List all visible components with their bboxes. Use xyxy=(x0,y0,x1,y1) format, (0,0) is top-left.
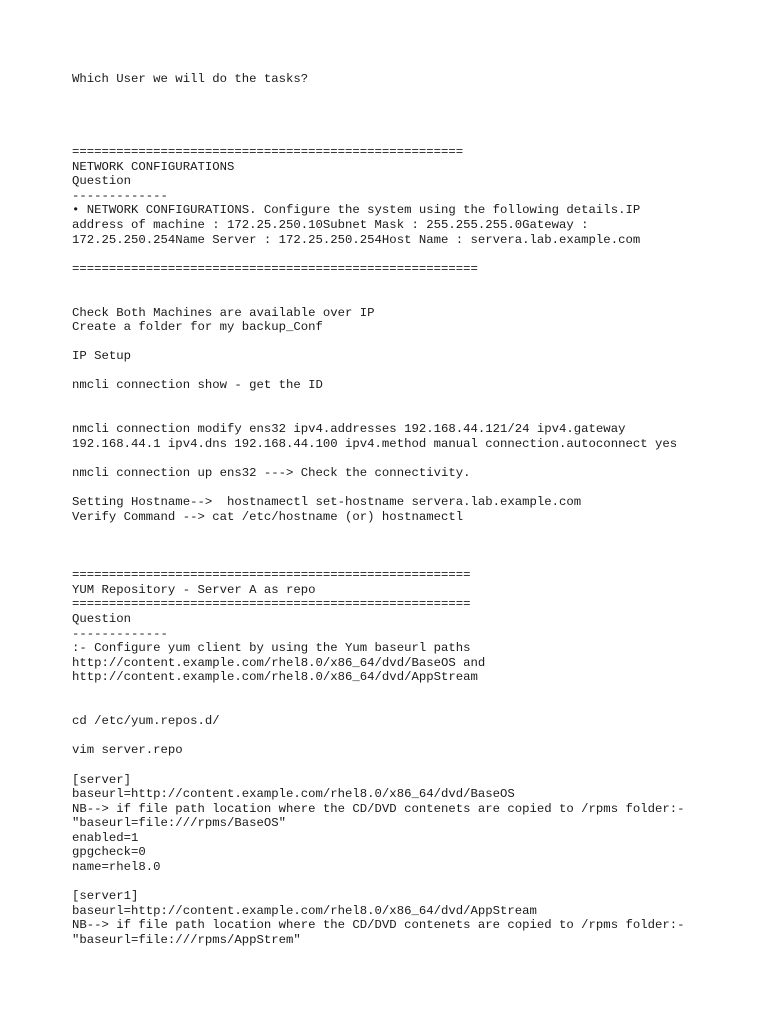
text-line: "baseurl=file:///rpms/BaseOS" xyxy=(72,816,287,831)
document-body xyxy=(72,72,752,948)
text-line xyxy=(72,685,752,700)
text-line xyxy=(72,554,752,569)
text-line xyxy=(72,700,752,715)
text-line: Setting Hostname--> hostnamectl set-hostname servera.lab.example.com xyxy=(72,495,582,510)
text-line xyxy=(72,451,752,466)
text-line: Question xyxy=(72,174,132,189)
text-line: http://content.example.com/rhel8.0/x86_64/dvd/BaseOS and xyxy=(72,655,486,670)
text-line xyxy=(72,408,752,423)
text-line: • NETWORK CONFIGURATIONS. Configure the system using the following details.IP xyxy=(72,203,641,218)
text-line xyxy=(72,524,752,539)
text-line: [server1] xyxy=(72,889,139,904)
text-line xyxy=(72,87,752,102)
text-line: baseurl=http://content.example.com/rhel8.0/x86_64/dvd/BaseOS xyxy=(72,787,515,802)
text-line: name=rhel8.0 xyxy=(72,860,161,875)
text-line: :- Configure yum client by using the Yum baseurl paths xyxy=(72,641,471,656)
text-line: nmcli connection modify ens32 ipv4.addresses 192.168.44.121/24 ipv4.gateway xyxy=(72,422,626,437)
text-line: IP Setup xyxy=(72,349,132,364)
text-line: enabled=1 xyxy=(72,830,139,845)
text-line: Create a folder for my backup_Conf xyxy=(72,320,323,335)
text-line: baseurl=http://content.example.com/rhel8.0/x86_64/dvd/AppStream xyxy=(72,903,537,918)
text-line xyxy=(72,276,752,291)
text-line: 172.25.250.254Name Server : 172.25.250.254Host Name : servera.lab.example.com xyxy=(72,232,641,247)
text-line: Verify Command --> cat /etc/hostname (or) hostnamectl xyxy=(72,509,464,524)
text-line xyxy=(72,130,752,145)
text-line xyxy=(72,101,752,116)
text-line: ====================================================== xyxy=(72,568,471,583)
text-line xyxy=(72,481,752,496)
text-line xyxy=(72,335,752,350)
text-line: nmcli connection show - get the ID xyxy=(72,378,323,393)
text-line: NB--> if file path location where the CD/DVD contenets are copied to /rpms folder:- xyxy=(72,918,685,933)
text-line: Question xyxy=(72,611,132,626)
text-line: NETWORK CONFIGURATIONS xyxy=(72,159,235,174)
text-line: 192.168.44.1 ipv4.dns 192.168.44.100 ipv4.method manual connection.autoconnect yes xyxy=(72,436,678,451)
text-line: nmcli connection up ens32 ---> Check the connectivity. xyxy=(72,466,471,481)
text-line: ====================================================== xyxy=(72,597,471,612)
text-line: gpgcheck=0 xyxy=(72,845,146,860)
text-line: Check Both Machines are available over IP xyxy=(72,305,375,320)
text-line: ------------- xyxy=(72,188,168,203)
text-line: Which User we will do the tasks? xyxy=(72,72,309,86)
text-line: ======================================================= xyxy=(72,261,478,276)
text-line xyxy=(72,291,752,306)
text-line xyxy=(72,875,752,890)
text-line: vim server.repo xyxy=(72,743,183,758)
text-line: ===================================================== xyxy=(72,144,464,159)
text-line xyxy=(72,729,752,744)
text-line xyxy=(72,116,752,131)
text-line: http://content.example.com/rhel8.0/x86_64/dvd/AppStream xyxy=(72,670,478,685)
text-line: ------------- xyxy=(72,626,168,641)
text-line: NB--> if file path location where the CD/DVD contenets are copied to /rpms folder:- xyxy=(72,801,685,816)
text-line xyxy=(72,393,752,408)
text-line xyxy=(72,364,752,379)
text-line: cd /etc/yum.repos.d/ xyxy=(72,714,220,729)
text-line: "baseurl=file:///rpms/AppStrem" xyxy=(72,933,301,948)
text-line: YUM Repository - Server A as repo xyxy=(72,582,316,597)
text-line xyxy=(72,539,752,554)
text-line xyxy=(72,758,752,773)
text-line: address of machine : 172.25.250.10Subnet Mask : 255.255.255.0Gateway : xyxy=(72,217,589,232)
text-line xyxy=(72,247,752,262)
text-line: [server] xyxy=(72,772,132,787)
